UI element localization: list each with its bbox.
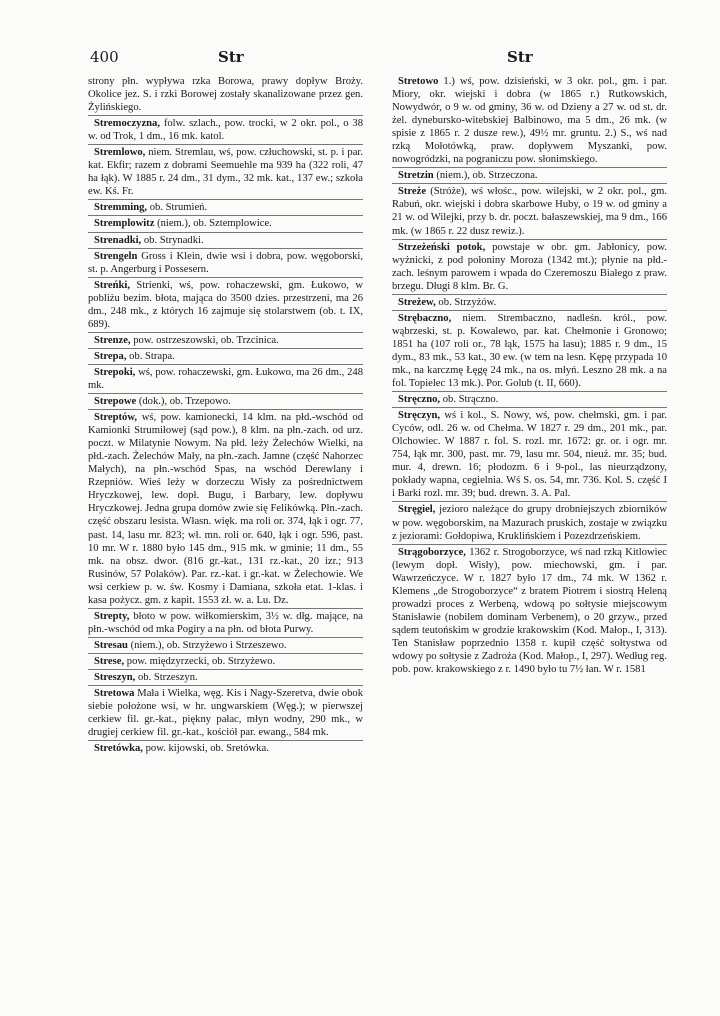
entry-headword: Stretzin [398,170,434,182]
entry-text: pow. ostrzeszowski, ob. Trzcinica. [133,334,279,346]
dictionary-entry [88,250,363,276]
entry-headword: Stremplowitz [94,218,155,230]
entry-headword: Streże [398,186,427,198]
entry-text: Strienki, wś, pow. rohaczewski, gm. Łukowo, w pobliżu bezim. błota, mająca do 3500 dzies. przestrzeni, ma 26 dm., 248 mk., z których 16 zajmuje się stolarstwem (ob. t. IX, 689). [88,279,363,330]
dictionary-entry [88,201,363,214]
entry-text: ob. Strączno. [442,394,499,406]
dictionary-entry [88,671,363,684]
entry-text: 1362 r. Strogoborzyce, wś nad rzką Kitlowiec (lewym dopł. Wisły), pow. miechowski, gm. i par. Wawrzeńczyce. W r. 1827 było 17 dm., 74 mk. W 1362 r. Klemens „de Strogoborzyce“ z bratem Piotrem i siostrą Heleną prowadzi proces z Werbeną, wdową po sołtysie miejscowym Stanisławie (nobilem dominam Verbenem), o 20 grzyw., przed sądem teutońskim w grodzie krakowskim (Kod. Małop., I, 313). Ten Stanisław poprzednio 1358 r. kupił część sołtystwa od wdowy po sołtysie z Zadroża (Kod. Małop., I, 297). Według reg. pob. pow. krakowskiego z r. 1490 było tu 7½ łan. W r. 1581 [392,546,667,676]
entry-divider [88,685,363,686]
entry-headword: Strepa, [94,350,127,362]
entry-headword: Streptów, [94,412,138,424]
entry-divider [88,348,363,349]
dictionary-entry [392,169,667,182]
entry-divider [392,183,667,184]
entry-divider [392,167,667,168]
page-header [90,48,630,70]
entry-divider [88,637,363,638]
dictionary-entry [88,279,363,331]
entry-text: Gross i Klein, dwie wsi i dobra, pow. węgoborski, st. p. Angerburg i Possesern. [88,250,364,275]
running-head-left: Str [218,48,244,66]
entry-headword: Strese, [94,655,125,667]
entry-headword: Streszyn, [94,671,136,683]
entry-divider [392,310,667,311]
entry-text: pow. międzyrzecki, ob. Strzyżewo. [126,655,276,667]
entry-divider [392,391,667,392]
entry-headword: Strepoki, [94,366,136,378]
dictionary-entry [392,296,667,309]
entry-text: wś, pow. kamionecki, 14 klm. na płd.-wschód od Kamionki Strumiłowej (sąd pow.), 8 klm. na płn.-zach. od urz. poczt. w Milatynie Nowym. Na płd. leży Żelechów Wielki, na płd.-zach. Żelechów Mały, na płn.-zach. Jamne (część Nahorzec Małych), na płn.-wschód Spas, na wschód Derewlany i Rzepniów. Wieś leży w dorzeczu Wisły za pośrednictwem Hryczkowej, lew. dopł. Bugu, i Barbary, lew. dopływu Hryczkowej. Jedna grupa domów zwie się Felikówką. Płn.-zach. część obszaru lesista. Własn. więk. ma roli or. 374, łąk i ogr. 77, past. 14, lasu mr. 823; wł. mn. roli or. 640, łąk i ogr. 596, past. 10 mr. W r. 1880 było 145 dm., 915 mk. w gminie; 11 dm., 55 mk. na obsz. dwor. (816 gr.-kat., 131 rz.-kat., 20 izr.; 913 Rusinów, 57 Polaków). Par. rz.-kat. i gr.-kat. w Żelechowie. We wsi cerkiew p. w. św. Kosmy i Damiana, szkoła etat. 1-klas. i kasa pożycz. gm. z kapit. 1553 zł. w. a. Lu. Dz. [88,412,363,606]
dictionary-entry [88,395,363,408]
entry-headword: Strębaczno, [398,312,452,324]
entry-divider [88,740,363,741]
entry-divider [88,215,363,216]
entry-divider [88,653,363,654]
entry-text: (niem.), ob. Sztemplowice. [157,218,272,230]
left-column [88,75,363,755]
dictionary-entry [88,411,363,607]
entry-text: (dok.), ob. Trzepowo. [138,396,231,408]
entry-text: ob. Strynadki. [143,234,204,246]
dictionary-entry [88,655,363,668]
entry-text: niem. Strembaczno, nadleśn. król., pow. wąbrzeski, st. p. Kowalewo, par. kat. Chełmonie i Gronowo; 1851 ha (107 roli or., 78 łąk, 1575 ha lasu); 1885 r. 9 dm., 15 dym., 83 mk., 53 kat., 30 ew. (w tem na lesn. Kępę przypada 10 mk., na karczmę Łęgę 24 mk., na os. młyń. Leszno 28 mk. a na fol. Topielec 13 mk.). Por. Golub (t. II, 660). [392,312,667,390]
entry-divider [88,115,363,116]
entry-divider [392,239,667,240]
entry-headword: Stręgiel, [398,504,436,516]
entry-text: Mała i Wielka, węg. Kis i Nagy-Szeretva, dwie obok siebie położone wsi, w hr. ungwarskiem (Węg.); w pierwszej cerkiew fil. gr.-kat., piękny pałac, młyn wodny, 290 mk., w drugiej cerkiew fil. gr.-kat., kościół par. ewang., 584 mk. [88,688,363,739]
dictionary-entry [392,393,667,406]
entry-headword: Streńki, [94,279,131,291]
entry-headword: Strengeln [94,250,138,262]
entry-text: ob. Strzeszyn. [137,671,198,683]
entry-divider [88,669,363,670]
right-column [392,75,667,676]
entry-text: ob. Strumień. [149,202,208,214]
dictionary-entry [88,350,363,363]
dictionary-entry [88,75,363,114]
page-number: 400 [90,48,119,66]
dictionary-entry [88,687,363,739]
entry-headword: Strenadki, [94,234,142,246]
dictionary-entry [88,117,363,143]
entry-text: wś, pow. rohaczewski, gm. Łukowo, ma 26 dm., 248 mk. [88,366,364,391]
dictionary-entry [392,185,667,237]
entry-divider [88,409,363,410]
entry-text: niem. Stremlau, wś, pow. człuchowski, st. p. i par. kat. Ekfir; razem z dobrami Seemuehle ma 939 ha (322 roli, 47 ha łąk). W 1885 r. 24 dm., 31 dym., 32 mk. kat., 137 ew.; szkoła ew. Kś. Fr. [88,147,363,198]
entry-divider [392,407,667,408]
entry-text: powstaje w obr. gm. Jabłonicy, pow. wyżnicki, z pod połoniny Moroza (1342 mt.); płynie na płd.-zach. leśnym parowem i wpada do Czeremoszu Białego z praw. brzegu. Długi 8 klm. Br. G. [392,241,668,292]
entry-headword: Stremlowo, [94,147,146,159]
entry-headword: Stretowa [94,688,135,700]
entry-text: (Stróże), wś włośc., pow. wilejski, w 2 okr. pol., gm. Rabuń, okr. wiejski i dobra skarbowe Huby, o 19 w. od gminy a 21 w. od Wilejki, przy b. dr. poczt. bałaszewskiej, ma 9 dm., 166 mk. (w 1865 r. 22 dusz rewiz.). [392,186,667,237]
entry-divider [88,248,363,249]
entry-headword: Stretówka, [94,743,143,755]
dictionary-entry [392,241,667,293]
dictionary-entry [88,334,363,347]
dictionary-entry [392,546,667,676]
entry-headword: Streżew, [398,296,436,308]
dictionary-entry [88,217,363,230]
dictionary-entry [88,234,363,247]
entry-divider [88,144,363,145]
entry-text: ob. Strapa. [129,350,175,362]
entry-text: strony płn. wypływa rzka Borowa, prawy dopływ Broży. Okolice jez. S. i rzki Borowej zostały skanalizowane przez gen. Żylińskiego. [88,76,363,114]
dictionary-entry [88,610,363,636]
entry-text: wś i kol., S. Nowy, wś, pow. chełmski, gm. i par. Cyców, odl. 26 w. od Chełma. W 1827 r. 29 dm., 201 mk., par. Olchowiec. W 1887 r. fol. S. rozl. mr. 1672: gr. or. i ogr. mr. 754, łąk mr. 300, past. mr. 79, lasu mr. 504, nieuż. mr. 35; bud. mur. 4, drewn. 16; płodozm. 6 i 9-pol., las nieurządzony, pokłady wapna, cegielnia. Wś S. os. 54, mr. 736. Kol. S. część I i Barki rozl. mr. 39; bud. drewn. 3. A. Pal. [392,410,667,500]
entry-divider [88,232,363,233]
entry-text: jezioro należące do grupy drobniejszych zbiorników w pow. węgoborskim, na Mazurach pruskich, zostaje w związku z jeziorami: Gołdopiwa, Kruklińskiem i Pozezdrzeńskiem. [392,504,667,542]
entry-headword: Strągoborzyce, [398,546,466,558]
entry-text: pow. kijowski, ob. Sretówka. [145,743,269,755]
entry-headword: Strenze, [94,334,131,346]
entry-headword: Strzeżeński potok, [398,241,486,253]
entry-divider [88,364,363,365]
entry-headword: Stretowo [398,76,439,87]
dictionary-entry [88,639,363,652]
entry-text: (niem.), ob. Strzeczona. [436,170,538,182]
dictionary-entry [392,503,667,542]
entry-headword: Stręczno, [398,394,441,406]
entry-headword: Stresau [94,639,128,651]
entry-divider [392,501,667,502]
entry-headword: Stręczyn, [398,410,441,422]
entry-headword: Strepty, [94,610,130,622]
dictionary-entry [88,742,363,755]
running-head-right: Str [507,48,533,66]
entry-divider [392,294,667,295]
entry-divider [88,199,363,200]
entry-divider [88,393,363,394]
entry-text: (niem.), ob. Strzyżewo i Strzeszewo. [130,639,287,651]
entry-text: ob. Strzyżów. [438,296,497,308]
entry-headword: Stremoczyzna, [94,118,160,130]
entry-text: błoto w pow. wiłkomierskim, 3½ w. dłg. mające, na płn.-wschód od mka Pogiry a na płn. od błota Purwy. [88,610,364,635]
entry-headword: Stremming, [94,202,148,214]
entry-headword: Strepowe [94,396,137,408]
entry-divider [392,544,667,545]
entry-text: folw. szlach., pow. trocki, w 2 okr. pol., o 38 w. od Trok, 1 dm., 16 mk. katol. [88,118,363,143]
entry-divider [88,608,363,609]
dictionary-entry [392,312,667,390]
dictionary-entry [392,75,667,166]
dictionary-entry [88,366,363,392]
dictionary-entry [392,409,667,500]
dictionary-entry [88,146,363,198]
entry-divider [88,277,363,278]
entry-text: 1.) wś, pow. dzisieński, w 3 okr. pol., gm. i par. Miory, okr. wiejski i dobra (w 1865 r.) Rutkowskich, Nowydwór, o 9 w. od gminy, 36 w. od Dzieny a 27 w. od st. dr. żel. dynebursko-witebskiej Balbinowo, ma 5 dm., 26 mk. (w spisie z 1865 r. 2 dusze rew.), 49½ mr. gruntu. 2.) S., wś nad rzką Mołotówką, praw. dopływem Myszanki, pow. nowogródzki, na pograniczu pow. słonimskiego. [392,76,667,166]
entry-divider [88,332,363,333]
